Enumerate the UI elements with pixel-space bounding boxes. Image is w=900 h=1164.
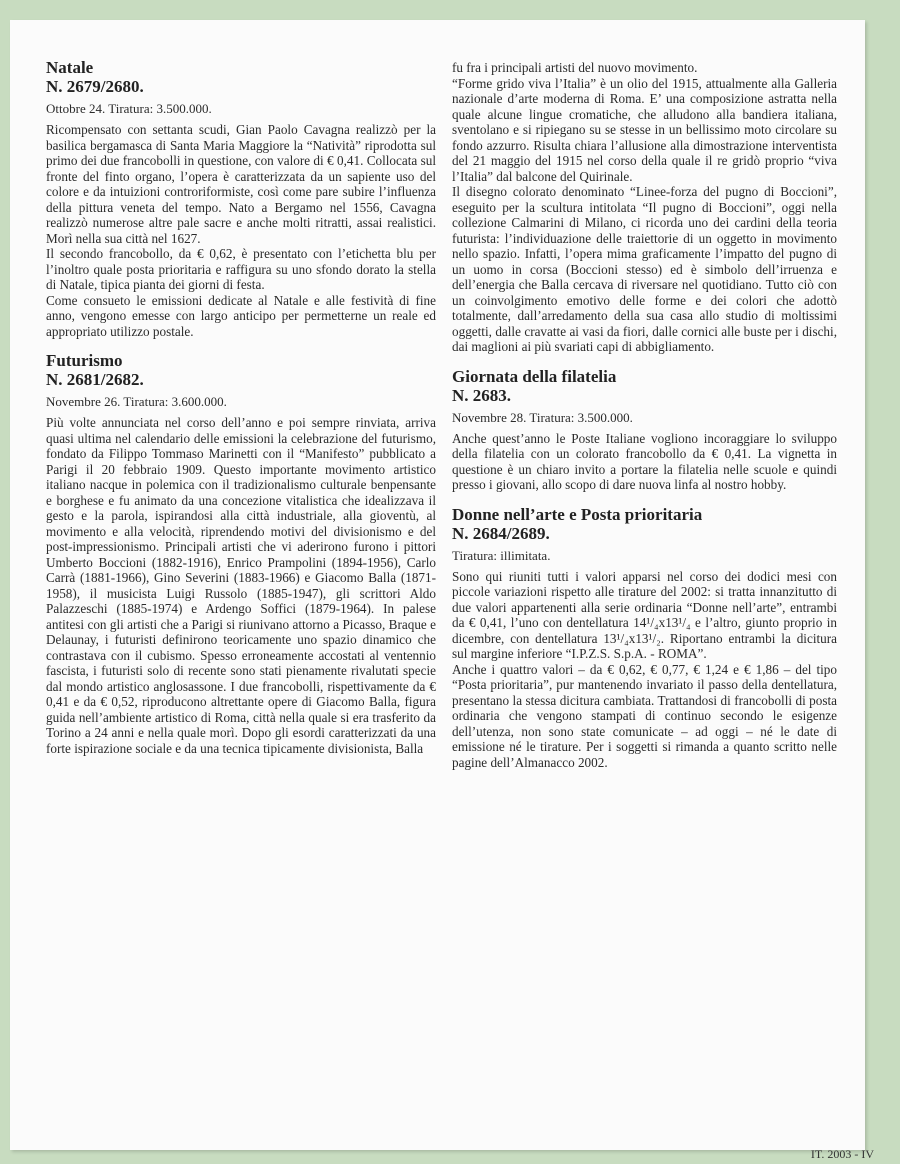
section-meta: Tiratura: illimitata.: [452, 547, 551, 563]
section-giornata-filatelia: [452, 367, 837, 493]
paragraph: Sono qui riuniti tutti i valori apparsi nel corso dei dodici mesi con piccole variazioni rispetto alle tirature del 2002: si tratta innanzitutto di due valori appartenenti alla serie ordinaria “Donne nell’arte”, entrambi da € 0,41, l’uno con dentellatura 14¹/₄x13¹/₄ e l’altro, giunto proprio in dicembre, con dentellatura 13¹/₄x13¹/₂. Riportano entrambi la dicitura sul margine inferiore “I.P.Z.S. S.p.A. - ROMA”.: [452, 568, 837, 661]
paragraph: Il disegno colorato denominato “Linee-forza del pugno di Boccioni”, eseguito per la scultura intitolata “Il pugno di Boccioni”, oggi nella collezione Calmarini di Milano, ci ricorda uno dei cardini della teoria futurista: l’individuazione delle traiettorie di un oggetto in movimento nello spazio. Infatti, l’opera mima graficamente l’impatto del pugno di un uomo in corsa (Boccioni stesso) ed è simbolo dell’irruenza e dell’energia che Balla cercava di riversare nel quotidiano. Tutto ciò con un coinvolgimento emotivo delle forme e dei colori che adottò totalmente, dall’arredamento della sua casa allo studio di moltissimi oggetti, dalle cravatte ai vasi da fiori, dalle cornici alle buste per i dischi, dai maglioni ai più svariati capi di abbigliamento.: [452, 184, 837, 354]
paragraph: Più volte annunciata nel corso dell’anno e poi sempre rinviata, arriva quasi ultima nel calendario delle emissioni la celebrazione del futurismo, fondato da Filippo Tommaso Marinetti con il “Manifesto” pubblicato a Parigi il 20 febbraio 1909. Questo importante movimento artistico italiano nacque in polemica con il tradizionalismo culturale benpensante e borghese e fu animato da una concezione vitalistica che idealizzava il gesto e la parola, ispirandosi alla città industriale, alla gioventù, al movimento e alla velocità, riprendendo motivi del divisionismo e del post-impressionismo. Principali artisti che vi aderirono furono i pittori Umberto Boccioni (1882-1916), Enrico Prampolini (1894-1956), Carlo Carrà (1881-1966), Gino Severini (1883-1966) e Giacomo Balla (1871-1958), il musicista Luigi Russolo (1885-1947), gli scrittori Aldo Palazzeschi (1885-1974) e Ardengo Soffici (1879-1964). In palese antitesi con gli artisti che a Parigi si riunivano attorno a Picasso, Braque e Delaunay, i futuristi definirono teoricamente uno spazio dinamico che contrastava con il cubismo. Spesso erroneamente accostati al ventennio fascista, i futuristi solo di recente sono stati pienamente rivalutati specie dal mondo artistico anglosassone. I due francobolli, rispettivamente da € 0,41 e da € 0,52, riproducono altrettante opere di Giacomo Balla, figura guida nell’ambiente artistico di Roma, città nella quale si era trasferito da Torino a 24 anni e nella quale morì. Dopo gli esordi caratterizzati da una forte ispirazione sociale e da una tecnica tipicamente divisionista, Balla: [46, 415, 436, 756]
section-title: Futurismo: [46, 351, 123, 370]
section-meta: Ottobre 24. Tiratura: 3.500.000.: [46, 101, 212, 116]
right-column: [452, 60, 837, 782]
page-footer: IT. 2003 - IV: [810, 1147, 874, 1161]
paragraph: Anche i quattro valori – da € 0,62, € 0,77, € 1,24 e € 1,86 – del tipo “Posta prioritaria”, pur mantenendo invariato il passo della dentellatura, presentano la stessa dicitura cambiata. Trattandosi di francobolli di posta ordinaria che vengono stampati di continuo secondo le esigenze dell’utenza, non sono state comunicate – ad oggi – né le date di emissione né le tirature. Per i soggetti si rimanda a quanto scritto nelle pagine dell’Almanacco 2002.: [452, 661, 837, 770]
paragraph: Come consueto le emissioni dedicate al Natale e alle festività di fine anno, vengono emesse con largo anticipo per permetterne un reale ed appropriato utilizzo postale.: [46, 292, 436, 339]
section-title: Donne nell’arte e Posta prioritaria: [452, 504, 703, 524]
paragraph: “Forme grido viva l’Italia” è un olio del 1915, attualmente alla Galleria nazionale d’arte moderna di Roma. E’ una composizione astratta nella quale alcune lingue cromatiche, che alludono alla bandiera italiana, sventolano e si ripiegano su se stesse in un bellissimo moto circolare su fondo azzurro. Risulta chiara l’allusione alla dimostrazione interventista del 21 maggio del 1915 nel corso della quale il re gridò proprio “viva l’Italia” dal balcone del Quirinale.: [452, 75, 837, 184]
section-number: N. 2684/2689.: [452, 523, 550, 543]
section-meta: Novembre 26. Tiratura: 3.600.000.: [46, 394, 227, 409]
paragraph: Anche quest’anno le Poste Italiane vogliono incoraggiare lo sviluppo della filatelia con un colorato francobollo da € 0,41. La vignetta in questione è un chiaro invito a portare la filatelia nelle scuole e quindi presso i giovani, allo scopo di dare nuova linfa al nostro hobby.: [452, 430, 837, 492]
paragraph: Il secondo francobollo, da € 0,62, è presentato con l’etichetta blu per l’inoltro quale posta prioritaria e raffigura su uno sfondo dorato la stella di Natale, tipica pianta dei giorni di festa.: [46, 246, 436, 292]
section-number: N. 2681/2682.: [46, 370, 144, 389]
section-futurismo: [46, 351, 436, 756]
section-title: Giornata della filatelia: [452, 366, 617, 386]
section-number: N. 2683.: [452, 385, 512, 405]
section-natale: [46, 58, 436, 339]
section-donne-nell-arte: [452, 505, 837, 771]
page-sheet: [10, 20, 865, 1150]
section-futurismo-continued: [452, 60, 837, 355]
section-meta: Novembre 28. Tiratura: 3.500.000.: [452, 409, 633, 425]
section-title: Natale: [46, 58, 94, 77]
section-number: N. 2679/2680.: [46, 77, 144, 96]
paragraph: Ricompensato con settanta scudi, Gian Paolo Cavagna realizzò per la basilica bergamasca di Santa Maria Maggiore la “Natività” riprodotta sul primo dei due francobolli in questione, con valore di € 0,41. Collocata sul fronte del finto organo, l’opera è caratterizzata da un sapiente uso del colore e da intuizioni controriformiste, così come pare subire l’influenza della pittura veneta del tempo. Nato a Bergamo nel 1556, Cavagna realizzò numerose altre pale sacre e anche molti ritratti, assai realistici. Morì nella sua città nel 1627.: [46, 122, 436, 246]
left-column: [46, 58, 436, 768]
paragraph: fu fra i principali artisti del nuovo movimento.: [452, 60, 698, 75]
